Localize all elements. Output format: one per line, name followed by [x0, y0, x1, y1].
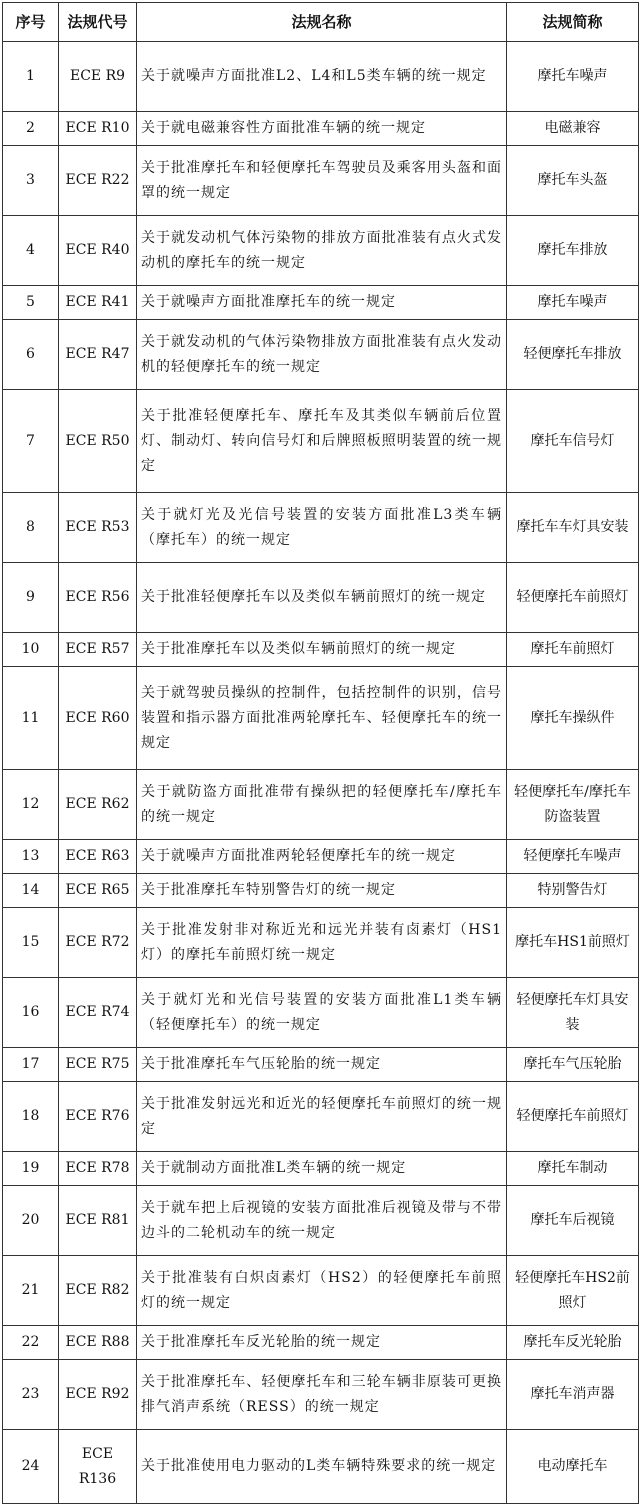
table-row — [3, 1430, 639, 1504]
regulation-short-name: 摩托车噪声 — [507, 286, 639, 320]
regulation-short-name: 轻便摩托车灯具安装 — [507, 978, 639, 1048]
regulation-code: ECE R22 — [59, 146, 137, 216]
regulation-code: ECE R82 — [59, 1256, 137, 1326]
regulation-code: ECE R63 — [59, 840, 137, 874]
regulation-short-name: 摩托车制动 — [507, 1152, 639, 1186]
regulation-name: 关于就防盗方面批准带有操纵把的轻便摩托车/摩托车的统一规定 — [137, 770, 507, 840]
regulation-short-name: 摩托车前照灯 — [507, 633, 639, 667]
regulation-code: ECE R60 — [59, 667, 137, 770]
regulation-name: 关于批准发射远光和近光的轻便摩托车前照灯的统一规定 — [137, 1082, 507, 1152]
row-number: 9 — [3, 563, 59, 633]
header-code: 法规代号 — [59, 3, 137, 42]
regulation-name: 关于批准摩托车、轻便摩托车和三轮车辆非原装可更换排气消声系统（RESS）的统一规定 — [137, 1360, 507, 1430]
table-row — [3, 112, 639, 146]
regulation-short-name: 轻便摩托车前照灯 — [507, 1082, 639, 1152]
table-row — [3, 42, 639, 112]
row-number: 21 — [3, 1256, 59, 1326]
regulation-code: ECE R56 — [59, 563, 137, 633]
table-row — [3, 286, 639, 320]
table-row — [3, 874, 639, 908]
regulation-short-name: 轻便摩托车前照灯 — [507, 563, 639, 633]
regulation-code: ECE R62 — [59, 770, 137, 840]
regulation-code: ECE R81 — [59, 1186, 137, 1256]
regulation-short-name: 摩托车车灯具安装 — [507, 493, 639, 563]
regulation-short-name: 摩托车操纵件 — [507, 667, 639, 770]
table-row — [3, 563, 639, 633]
table-row — [3, 1082, 639, 1152]
regulation-name: 关于批准摩托车反光轮胎的统一规定 — [137, 1326, 507, 1360]
regulation-name: 关于就制动方面批准L类车辆的统一规定 — [137, 1152, 507, 1186]
table-row — [3, 1360, 639, 1430]
table-row — [3, 908, 639, 978]
row-number: 11 — [3, 667, 59, 770]
regulation-short-name: 轻便摩托车/摩托车防盗装置 — [507, 770, 639, 840]
regulation-code: ECE R92 — [59, 1360, 137, 1430]
regulation-short-name: 摩托车后视镜 — [507, 1186, 639, 1256]
regulation-code: ECE R53 — [59, 493, 137, 563]
table-row — [3, 840, 639, 874]
table-row — [3, 390, 639, 493]
regulation-name: 关于就噪声方面批准L2、L4和L5类车辆的统一规定 — [137, 42, 507, 112]
row-number: 24 — [3, 1430, 59, 1504]
regulation-name: 关于就噪声方面批准两轮轻便摩托车的统一规定 — [137, 840, 507, 874]
regulation-name: 关于就车把上后视镜的安装方面批准后视镜及带与不带边斗的二轮机动车的统一规定 — [137, 1186, 507, 1256]
regulation-short-name: 轻便摩托车噪声 — [507, 840, 639, 874]
table-row — [3, 320, 639, 390]
regulation-code: ECE R74 — [59, 978, 137, 1048]
table-row — [3, 1326, 639, 1360]
regulation-name: 关于批准摩托车特别警告灯的统一规定 — [137, 874, 507, 908]
regulation-code: ECE R75 — [59, 1048, 137, 1082]
regulation-short-name: 特别警告灯 — [507, 874, 639, 908]
regulation-name: 关于就灯光及光信号装置的安装方面批准L3类车辆（摩托车）的统一规定 — [137, 493, 507, 563]
row-number: 13 — [3, 840, 59, 874]
table-row — [3, 770, 639, 840]
row-number: 23 — [3, 1360, 59, 1430]
table-body — [3, 42, 639, 1504]
row-number: 8 — [3, 493, 59, 563]
table-row — [3, 633, 639, 667]
row-number: 12 — [3, 770, 59, 840]
row-number: 16 — [3, 978, 59, 1048]
row-number: 2 — [3, 112, 59, 146]
header-name: 法规名称 — [137, 3, 507, 42]
regulation-name: 关于就驾驶员操纵的控制件，包括控制件的识别，信号装置和指示器方面批准两轮摩托车、轻便摩托车的统一规定 — [137, 667, 507, 770]
regulation-short-name: 摩托车气压轮胎 — [507, 1048, 639, 1082]
header-short-name: 法规简称 — [507, 3, 639, 42]
regulation-name: 关于就噪声方面批准摩托车的统一规定 — [137, 286, 507, 320]
regulation-short-name: 摩托车噪声 — [507, 42, 639, 112]
row-number: 20 — [3, 1186, 59, 1256]
regulation-code: ECE R78 — [59, 1152, 137, 1186]
regulation-short-name: 轻便摩托车排放 — [507, 320, 639, 390]
row-number: 19 — [3, 1152, 59, 1186]
row-number: 22 — [3, 1326, 59, 1360]
row-number: 4 — [3, 216, 59, 286]
table-row — [3, 978, 639, 1048]
regulation-short-name: 摩托车消声器 — [507, 1360, 639, 1430]
table-row — [3, 1152, 639, 1186]
regulation-name: 关于就电磁兼容性方面批准车辆的统一规定 — [137, 112, 507, 146]
regulation-code: ECE R10 — [59, 112, 137, 146]
regulation-name: 关于就发动机的气体污染物排放方面批准装有点火发动机的轻便摩托车的统一规定 — [137, 320, 507, 390]
regulation-name: 关于就发动机气体污染物的排放方面批准装有点火式发动机的摩托车的统一规定 — [137, 216, 507, 286]
regulation-code: ECE R72 — [59, 908, 137, 978]
regulation-short-name: 摩托车头盔 — [507, 146, 639, 216]
regulation-code: ECE R9 — [59, 42, 137, 112]
regulation-short-name: 摩托车信号灯 — [507, 390, 639, 493]
row-number: 18 — [3, 1082, 59, 1152]
table-row — [3, 667, 639, 770]
table-row — [3, 1048, 639, 1082]
row-number: 7 — [3, 390, 59, 493]
regulation-name: 关于批准摩托车以及类似车辆前照灯的统一规定 — [137, 633, 507, 667]
regulation-name: 关于批准使用电力驱动的L类车辆特殊要求的统一规定 — [137, 1430, 507, 1504]
table-row — [3, 493, 639, 563]
table-row — [3, 1256, 639, 1326]
table-header — [3, 3, 639, 42]
regulation-code: ECE R41 — [59, 286, 137, 320]
row-number: 10 — [3, 633, 59, 667]
row-number: 14 — [3, 874, 59, 908]
regulation-name: 关于批准摩托车气压轮胎的统一规定 — [137, 1048, 507, 1082]
row-number: 17 — [3, 1048, 59, 1082]
regulation-code: ECE R57 — [59, 633, 137, 667]
header-number: 序号 — [3, 3, 59, 42]
header-row — [3, 3, 639, 42]
row-number: 5 — [3, 286, 59, 320]
regulation-name: 关于就灯光和光信号装置的安装方面批准L1类车辆（轻便摩托车）的统一规定 — [137, 978, 507, 1048]
regulation-code: ECE R40 — [59, 216, 137, 286]
row-number: 6 — [3, 320, 59, 390]
table-row — [3, 1186, 639, 1256]
regulation-code: ECE R65 — [59, 874, 137, 908]
row-number: 15 — [3, 908, 59, 978]
regulation-code: ECE R76 — [59, 1082, 137, 1152]
row-number: 1 — [3, 42, 59, 112]
regulation-short-name: 摩托车HS1前照灯 — [507, 908, 639, 978]
table-row — [3, 216, 639, 286]
regulation-short-name: 电磁兼容 — [507, 112, 639, 146]
regulation-short-name: 电动摩托车 — [507, 1430, 639, 1504]
regulation-code: ECE R88 — [59, 1326, 137, 1360]
regulation-short-name: 摩托车反光轮胎 — [507, 1326, 639, 1360]
regulation-name: 关于批准轻便摩托车以及类似车辆前照灯的统一规定 — [137, 563, 507, 633]
regulation-code: ECE R50 — [59, 390, 137, 493]
regulation-code: ECE R47 — [59, 320, 137, 390]
row-number: 3 — [3, 146, 59, 216]
table-row — [3, 146, 639, 216]
regulation-short-name: 轻便摩托车HS2前照灯 — [507, 1256, 639, 1326]
regulation-name: 关于批准摩托车和轻便摩托车驾驶员及乘客用头盔和面罩的统一规定 — [137, 146, 507, 216]
regulation-name: 关于批准轻便摩托车、摩托车及其类似车辆前后位置灯、制动灯、转向信号灯和后牌照板照明装置的统一规定 — [137, 390, 507, 493]
regulations-table — [2, 2, 639, 1504]
regulation-name: 关于批准装有白炽卤素灯（HS2）的轻便摩托车前照灯的统一规定 — [137, 1256, 507, 1326]
regulation-name: 关于批准发射非对称近光和远光并装有卤素灯（HS1灯）的摩托车前照灯统一规定 — [137, 908, 507, 978]
regulation-short-name: 摩托车排放 — [507, 216, 639, 286]
regulation-code: ECE R136 — [59, 1430, 137, 1504]
